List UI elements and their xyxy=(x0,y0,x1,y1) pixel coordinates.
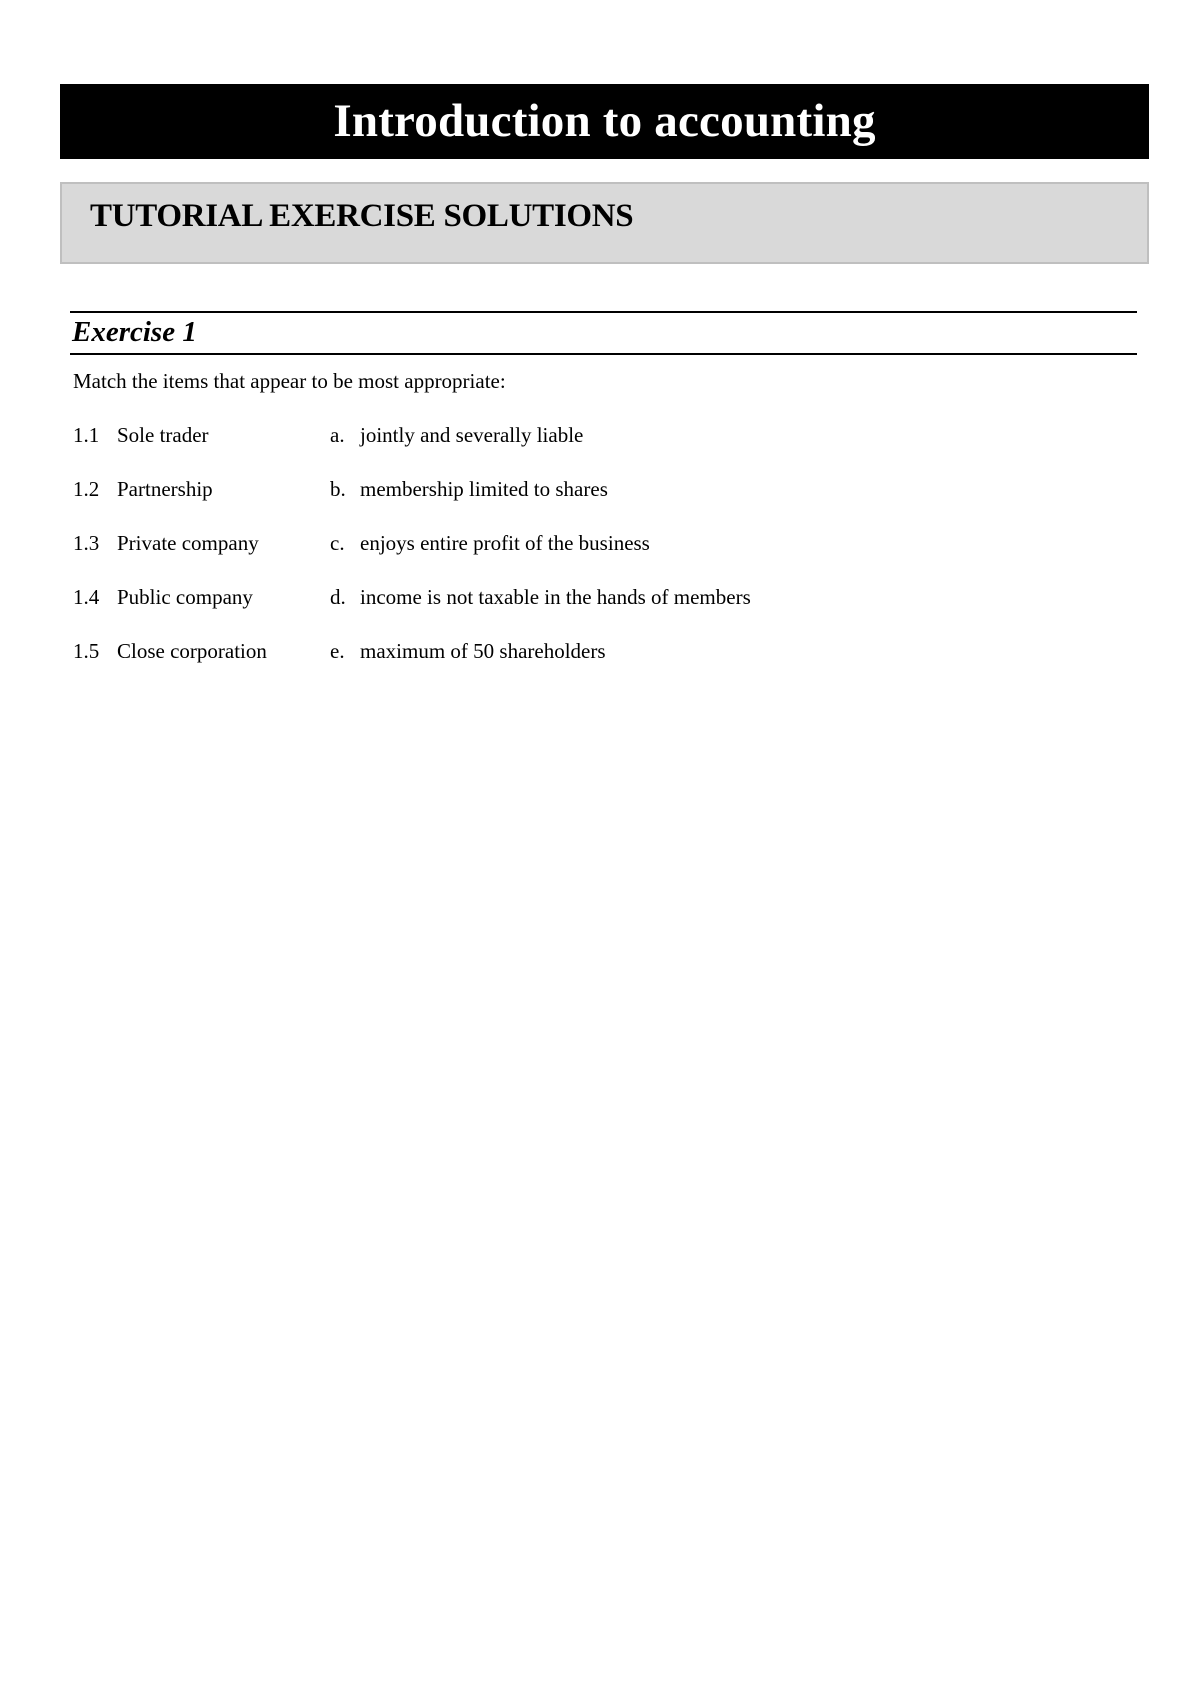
match-row xyxy=(73,531,973,585)
option-description: maximum of 50 shareholders xyxy=(360,639,606,663)
section-subtitle: TUTORIAL EXERCISE SOLUTIONS xyxy=(90,198,634,234)
item-label: Partnership xyxy=(117,477,213,501)
item-label: Close corporation xyxy=(117,639,267,663)
option-letter: e. xyxy=(330,639,345,663)
item-label: Private company xyxy=(117,531,259,555)
item-number: 1.3 xyxy=(73,531,100,555)
item-label: Public company xyxy=(117,585,253,609)
title-bar xyxy=(60,84,1149,159)
match-row xyxy=(73,477,973,531)
option-letter: d. xyxy=(330,585,346,609)
option-letter: c. xyxy=(330,531,345,555)
item-number: 1.5 xyxy=(73,639,100,663)
option-description: enjoys entire profit of the business xyxy=(360,531,650,555)
item-label: Sole trader xyxy=(117,423,209,447)
exercise-heading: Exercise 1 xyxy=(72,316,197,348)
match-row xyxy=(73,585,973,639)
option-description: membership limited to shares xyxy=(360,477,608,501)
match-list xyxy=(73,423,973,693)
subtitle-box xyxy=(60,182,1149,264)
option-letter: b. xyxy=(330,477,346,501)
match-row xyxy=(73,639,973,693)
exercise-instruction: Match the items that appear to be most appropriate: xyxy=(73,369,506,393)
option-letter: a. xyxy=(330,423,345,447)
item-number: 1.4 xyxy=(73,585,100,609)
option-description: jointly and severally liable xyxy=(360,423,584,447)
option-description: income is not taxable in the hands of members xyxy=(360,585,751,609)
match-row xyxy=(73,423,973,477)
page-title: Introduction to accounting xyxy=(333,95,876,147)
item-number: 1.1 xyxy=(73,423,100,447)
item-number: 1.2 xyxy=(73,477,100,501)
heading-bottom-rule xyxy=(70,353,1137,355)
heading-top-rule xyxy=(70,311,1137,313)
